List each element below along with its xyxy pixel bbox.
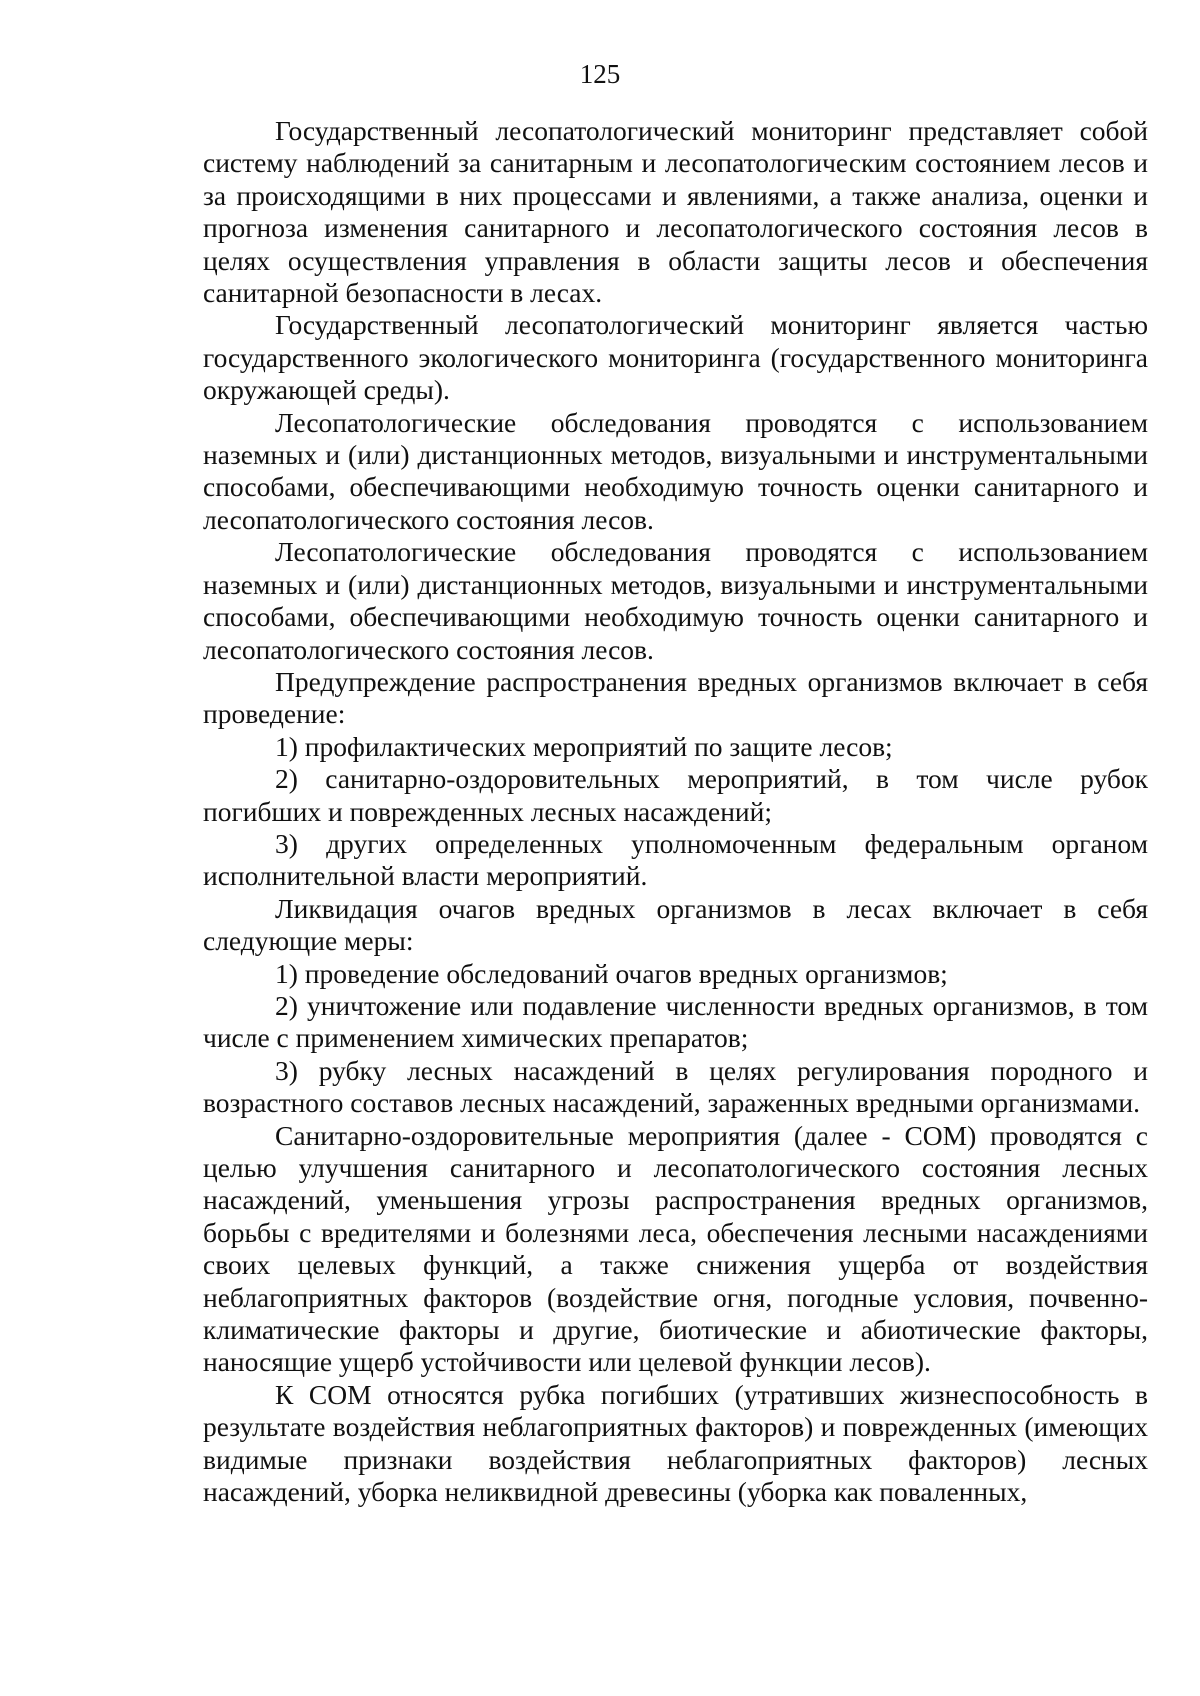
paragraph-surveys-repeat: Лесопатологические обследования проводятся с использованием наземных и (или) дистанционных методов, визуальными и инструментальными способами, обеспечивающими необходимую точность оценки санитарного и лесопатологического состояния лесов. [203, 536, 1148, 665]
paragraph-monitoring-part: Государственный лесопатологический мониторинг является частью государственного экологического мониторинга (государственного мониторинга окружающей среды). [203, 309, 1148, 406]
list-item-prevention-3: 3) других определенных уполномоченным федеральным органом исполнительной власти мероприятий. [203, 827, 1148, 892]
paragraph-elimination-intro: Ликвидация очагов вредных организмов в лесах включает в себя следующие меры: [203, 892, 1148, 957]
paragraph-surveys: Лесопатологические обследования проводятся с использованием наземных и (или) дистанционных методов, визуальными и инструментальными способами, обеспечивающими необходимую точность оценки санитарного и лесопатологического состояния лесов. [203, 406, 1148, 535]
list-item-elimination-1: 1) проведение обследований очагов вредных организмов; [275, 957, 948, 989]
paragraph-prevention-intro: Предупреждение распространения вредных организмов включает в себя проведение: [203, 665, 1148, 730]
list-item-elimination-3: 3) рубку лесных насаждений в целях регулирования породного и возрастного составов лесных насаждений, зараженных вредными организмами. [203, 1054, 1148, 1119]
paragraph-monitoring-definition: Государственный лесопатологический мониторинг представляет собой систему наблюдений за санитарным и лесопатологическим состоянием лесов и за происходящими в них процессами и явлениями, а также анализа, оценки и прогноза изменения санитарного и лесопатологического состояния лесов в целях осуществления управления в области защиты лесов и обеспечения санитарной безопасности в лесах. [203, 115, 1148, 309]
paragraph-som-definition: Санитарно-оздоровительные мероприятия (далее - СОМ) проводятся с целью улучшения санитарного и лесопатологического состояния лесных насаждений, уменьшения угрозы распространения вредных организмов, борьбы с вредителями и болезнями леса, обеспечения лесными насаждениями своих целевых функций, а также снижения ущерба от воздействия неблагоприятных факторов (воздействие огня, погодные условия, почвенно-климатические факторы и другие, биотические и абиотические факторы, наносящие ущерб устойчивости или целевой функции лесов). [203, 1119, 1148, 1378]
paragraph-som-scope: К СОМ относятся рубка погибших (утративших жизнеспособность в результате воздействия неблагоприятных факторов) и поврежденных (имеющих видимые признаки воздействия неблагоприятных факторов) лесных насаждений, уборка неликвидной древесины (уборка как поваленных, [203, 1378, 1148, 1508]
page-number: 125 [579, 59, 621, 89]
list-item-prevention-1: 1) профилактических мероприятий по защите лесов; [275, 730, 893, 762]
document-body [203, 115, 1148, 1508]
list-item-prevention-2: 2) санитарно-оздоровительных мероприятий, в том числе рубок погибших и поврежденных лесных насаждений; [203, 763, 1148, 827]
list-item-elimination-2: 2) уничтожение или подавление численности вредных организмов, в том числе с применением химических препаратов; [203, 989, 1148, 1054]
